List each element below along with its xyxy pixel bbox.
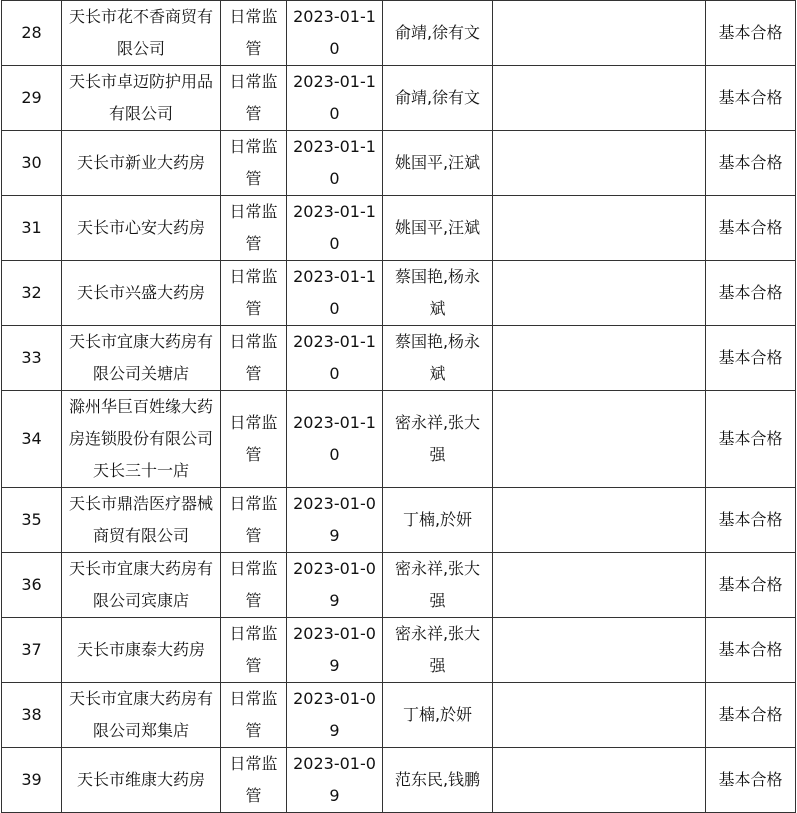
row-number: 29 <box>2 66 62 131</box>
inspection-result: 基本合格 <box>706 66 796 131</box>
inspection-type: 日常监管 <box>221 488 287 553</box>
inspection-date: 2023-01-09 <box>287 553 383 618</box>
row-number: 36 <box>2 553 62 618</box>
inspection-type: 日常监管 <box>221 326 287 391</box>
inspection-date: 2023-01-10 <box>287 131 383 196</box>
table-row <box>2 261 796 326</box>
inspection-result: 基本合格 <box>706 261 796 326</box>
inspectors: 蔡国艳,杨永斌 <box>383 261 493 326</box>
company-name: 天长市宜康大药房有限公司郑集店 <box>62 683 221 748</box>
company-name: 天长市维康大药房 <box>62 748 221 813</box>
inspection-result: 基本合格 <box>706 683 796 748</box>
table-row <box>2 196 796 261</box>
inspectors: 范东民,钱鹏 <box>383 748 493 813</box>
inspectors: 密永祥,张大强 <box>383 553 493 618</box>
inspection-date: 2023-01-09 <box>287 618 383 683</box>
table-row <box>2 131 796 196</box>
inspection-type: 日常监管 <box>221 683 287 748</box>
company-name: 天长市康泰大药房 <box>62 618 221 683</box>
inspection-date: 2023-01-10 <box>287 261 383 326</box>
inspection-date: 2023-01-10 <box>287 66 383 131</box>
inspection-type: 日常监管 <box>221 1 287 66</box>
notes-cell <box>493 1 706 66</box>
row-number: 31 <box>2 196 62 261</box>
inspection-date: 2023-01-09 <box>287 683 383 748</box>
notes-cell <box>493 196 706 261</box>
notes-cell <box>493 131 706 196</box>
inspection-type: 日常监管 <box>221 131 287 196</box>
notes-cell <box>493 748 706 813</box>
inspection-result: 基本合格 <box>706 748 796 813</box>
inspection-result: 基本合格 <box>706 131 796 196</box>
inspection-date: 2023-01-10 <box>287 391 383 488</box>
inspectors: 姚国平,汪斌 <box>383 131 493 196</box>
table-row <box>2 683 796 748</box>
company-name: 天长市鼎浩医疗器械商贸有限公司 <box>62 488 221 553</box>
inspectors: 丁楠,於妍 <box>383 488 493 553</box>
inspection-type: 日常监管 <box>221 748 287 813</box>
inspectors: 姚国平,汪斌 <box>383 196 493 261</box>
table-row <box>2 488 796 553</box>
notes-cell <box>493 326 706 391</box>
company-name: 天长市心安大药房 <box>62 196 221 261</box>
inspection-date: 2023-01-10 <box>287 326 383 391</box>
inspection-type: 日常监管 <box>221 553 287 618</box>
inspection-table <box>1 0 796 813</box>
inspectors: 蔡国艳,杨永斌 <box>383 326 493 391</box>
row-number: 34 <box>2 391 62 488</box>
table-row <box>2 618 796 683</box>
inspectors: 密永祥,张大强 <box>383 618 493 683</box>
company-name: 滁州华巨百姓缘大药房连锁股份有限公司天长三十一店 <box>62 391 221 488</box>
company-name: 天长市宜康大药房有限公司关塘店 <box>62 326 221 391</box>
inspection-result: 基本合格 <box>706 618 796 683</box>
inspection-date: 2023-01-09 <box>287 488 383 553</box>
inspection-result: 基本合格 <box>706 391 796 488</box>
inspectors: 丁楠,於妍 <box>383 683 493 748</box>
notes-cell <box>493 488 706 553</box>
row-number: 30 <box>2 131 62 196</box>
inspection-date: 2023-01-09 <box>287 748 383 813</box>
inspection-table-body <box>2 1 796 813</box>
row-number: 39 <box>2 748 62 813</box>
inspection-type: 日常监管 <box>221 261 287 326</box>
row-number: 37 <box>2 618 62 683</box>
company-name: 天长市新业大药房 <box>62 131 221 196</box>
table-row <box>2 553 796 618</box>
inspection-type: 日常监管 <box>221 391 287 488</box>
table-row <box>2 326 796 391</box>
inspection-date: 2023-01-10 <box>287 196 383 261</box>
table-row <box>2 748 796 813</box>
notes-cell <box>493 261 706 326</box>
notes-cell <box>493 391 706 488</box>
inspection-date: 2023-01-10 <box>287 1 383 66</box>
notes-cell <box>493 66 706 131</box>
company-name: 天长市卓迈防护用品有限公司 <box>62 66 221 131</box>
table-row <box>2 391 796 488</box>
inspection-type: 日常监管 <box>221 196 287 261</box>
inspectors: 俞靖,徐有文 <box>383 1 493 66</box>
row-number: 35 <box>2 488 62 553</box>
row-number: 28 <box>2 1 62 66</box>
company-name: 天长市花不香商贸有限公司 <box>62 1 221 66</box>
company-name: 天长市兴盛大药房 <box>62 261 221 326</box>
notes-cell <box>493 553 706 618</box>
inspection-type: 日常监管 <box>221 618 287 683</box>
row-number: 38 <box>2 683 62 748</box>
notes-cell <box>493 618 706 683</box>
inspection-type: 日常监管 <box>221 66 287 131</box>
inspection-result: 基本合格 <box>706 553 796 618</box>
inspection-result: 基本合格 <box>706 196 796 261</box>
inspection-result: 基本合格 <box>706 488 796 553</box>
inspectors: 俞靖,徐有文 <box>383 66 493 131</box>
row-number: 32 <box>2 261 62 326</box>
inspection-result: 基本合格 <box>706 326 796 391</box>
inspection-result: 基本合格 <box>706 1 796 66</box>
table-row <box>2 1 796 66</box>
inspectors: 密永祥,张大强 <box>383 391 493 488</box>
row-number: 33 <box>2 326 62 391</box>
table-row <box>2 66 796 131</box>
notes-cell <box>493 683 706 748</box>
company-name: 天长市宜康大药房有限公司宾康店 <box>62 553 221 618</box>
